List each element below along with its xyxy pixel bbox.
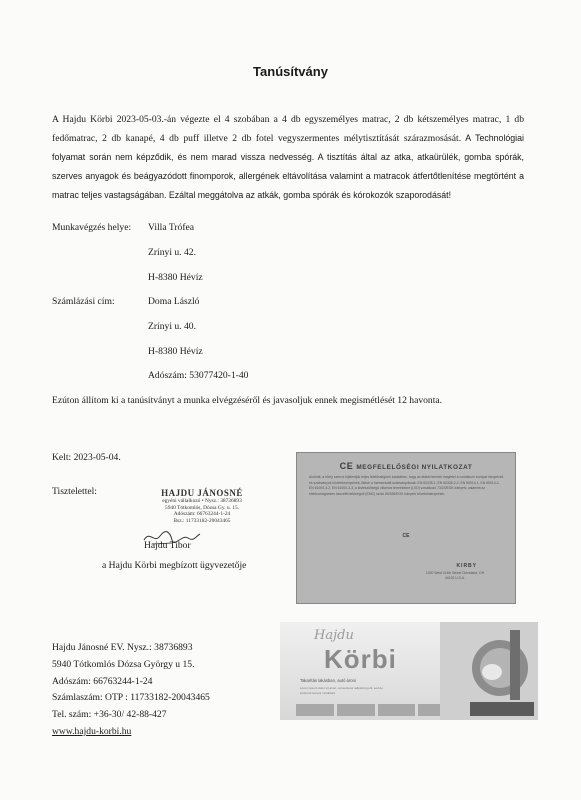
footer-tax-id: Adószám: 66763244-1-24	[52, 675, 153, 687]
ce-mark: CE	[339, 461, 354, 471]
billing-name: Doma László	[148, 296, 200, 307]
banner-photo	[337, 704, 375, 716]
signatory-name: Hajdu Tibor	[144, 540, 191, 551]
certificate-title: MEGFELELŐSÉGI NYILATKOZAT	[356, 464, 473, 471]
website-link[interactable]: www.hajdu-korbi.hu	[52, 725, 132, 737]
body-paragraph-result: Ezáltal meggátolva az atkák, gomba spórák és kórokozók szaporodását!	[166, 190, 452, 200]
company-footer	[52, 640, 210, 741]
banner-photo	[378, 704, 416, 716]
hajdu-korbi-banner	[280, 622, 538, 720]
stamp-line-2: 5940 Tótkomlós, Dózsa Gy. u. 15.	[165, 504, 239, 511]
certificate-text: Alulírott, a Kirby szerviz kijelentjük teljes felelősségünk tudatában, hogy az alábbi termék megfelel a vonatkozó európai irányelvek és szabványok követelményeinek, illetve a harmonizált szabványoknak: EN 60335-1, EN 60335-2-2, EN 55014-1, EN 55014-2, EN 61000-3-2, EN 61000-3-3, a kisfeszültségű villamos termékekre (LVD) vonatkozó 73/23/EGK irányelv, valamint az elektromágneses összeférhetőségről (EMC) szóló 89/336/EGK irányelv követelményeinek.	[309, 475, 504, 496]
stamp-line-3: Adószám: 66763244-1-24	[173, 511, 231, 517]
footer-account: Számlaszám: OTP : 11733182-20043465	[52, 692, 210, 704]
footer-address: 5940 Tótkomlós Dózsa György u 15.	[52, 658, 195, 670]
issue-date: Kelt: 2023-05-04.	[52, 452, 121, 463]
billing-city: H-8380 Hévíz	[148, 346, 203, 357]
body-paragraph-technology: A Technológiai folyamat során nem képződik, és nem marad vissza nedvesség. A tisztítás által az atka, atkaürülék, gomba spórák, szerves anyagok és beágyazódott finomporok, allergének eltávolítása valamint a matracok átfertőtlenítése megtörtént a matrac teljes vastagságában.	[52, 133, 524, 200]
greeting: Tisztelettel:	[52, 486, 97, 497]
banner-brand-logo: Körbi	[324, 644, 397, 674]
work-place-street: Zrínyi u. 42.	[148, 247, 196, 258]
stamp-name: HAJDU JÁNOSNÉ	[161, 488, 243, 498]
stamp-line-4: Bsz.: 11733182-20043465	[173, 517, 231, 524]
work-place-city: H-8380 Hévíz	[148, 272, 203, 283]
banner-script-logo: Hajdu	[314, 628, 354, 643]
banner-tagline: Takarítás lakásban, autó ároni	[300, 678, 356, 683]
vacuum-machine-image	[440, 622, 538, 720]
kirby-logo: KIRBY	[456, 563, 477, 569]
billing-tax-id: Adószám: 53077420-1-40	[148, 370, 249, 381]
ce-conformity-certificate	[296, 452, 516, 604]
work-place-label: Munkavégzés helye:	[52, 222, 132, 233]
kirby-address: 1920 West 114th Street Cleveland, OH 44102 U.S.A.	[425, 571, 485, 580]
work-place-name: Villa Trófea	[148, 222, 195, 233]
company-stamp	[140, 488, 264, 524]
signatory-role: a Hajdu Körbi megbízott ügyvezetője	[102, 560, 247, 571]
body-paragraph-serif: A Hajdu Körbi 2023-05-03.-án végezte el 4 szobában a 4 db egyszemélyes matrac, 2 db kétszemélyes matrac, 1 db fedőmatrac, 2 db kanapé, 4 db puff illetve 2 db fotel vegyszermentes mélytisztítását szárazmosását.	[52, 114, 524, 144]
footer-phone: Tel. szám: +36-30/ 42-88-427	[52, 709, 167, 721]
banner-photo	[296, 704, 334, 716]
billing-label: Számlázási cím:	[52, 296, 115, 307]
stamp-line-1: egyéni vállalkozó • Nysz.: 38736893	[162, 498, 242, 504]
page-title: Tanúsítvány	[253, 64, 328, 79]
footer-company: Hajdu Jánosné EV. Nysz.: 38736893	[52, 642, 193, 653]
banner-small-text: Lorem ipsum dolor sit amet, consectetur adipiscing elit, sed do eiusmod tempor incididunt.	[300, 686, 383, 695]
ce-mark-small: CE	[402, 533, 410, 539]
certificate-body	[52, 110, 524, 205]
closing-statement: Ezúton állítom ki a tanúsítványt a munka elvégzéséről és javasoljuk ennek megismétlését 12 havonta.	[52, 395, 443, 406]
billing-street: Zrínyi u. 40.	[148, 321, 196, 332]
